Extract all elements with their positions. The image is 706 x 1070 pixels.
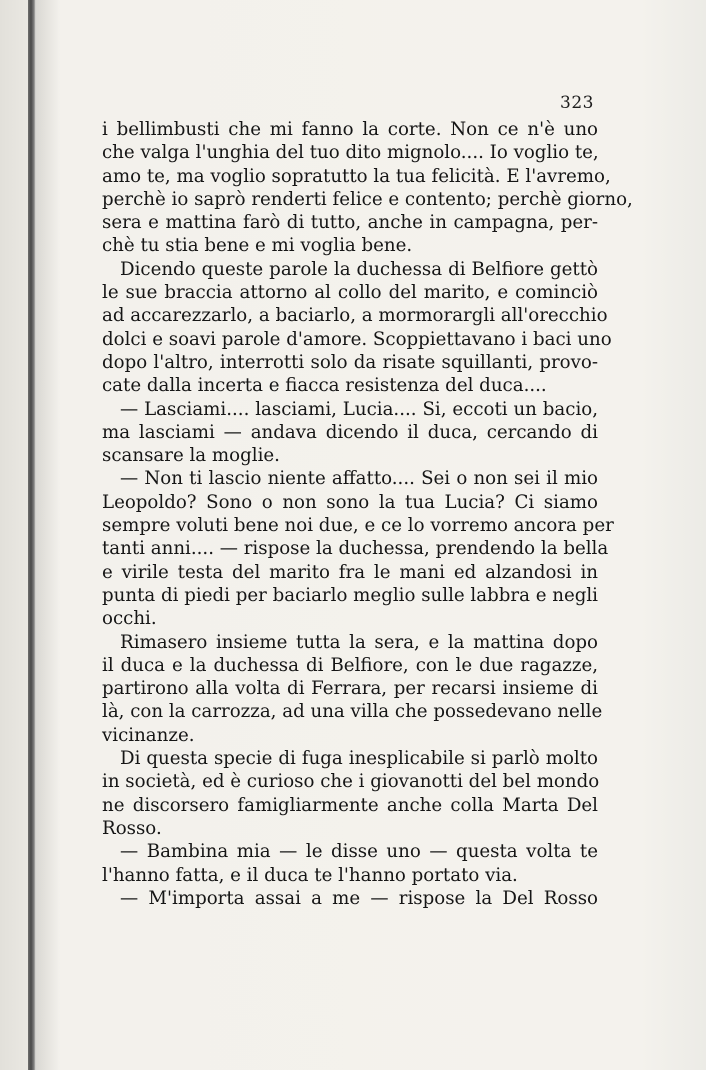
text-line: sempre voluti bene noi due, e ce lo vorremo ancora per	[102, 515, 614, 537]
text-line: perchè io saprò renderti felice e contento; perchè giorno,	[102, 188, 633, 210]
text-line: Di questa specie di fuga inesplicabile si parlò molto	[120, 748, 598, 770]
text-line: chè tu stia bene e mi voglia bene.	[102, 235, 413, 257]
text-line: dolci e soavi parole d'amore. Scoppiettavano i baci uno	[102, 328, 612, 350]
page-number: 323	[560, 93, 594, 113]
text-line: — M'importa assai a me — rispose la Del Rosso	[120, 887, 598, 909]
text-line: amo te, ma voglio sopratutto la tua felicità. E l'avremo,	[102, 165, 611, 187]
text-line: punta di piedi per baciarlo meglio sulle labbra e negli	[102, 584, 598, 606]
text-line: scansare la moglie.	[102, 445, 280, 467]
text-line: dopo l'altro, interrotti solo da risate squillanti, provo-	[102, 351, 598, 373]
book-binding-edge	[28, 0, 36, 1070]
text-line: partirono alla volta di Ferrara, per recarsi insieme di	[102, 678, 598, 700]
text-line: — Non ti lascio niente affatto.... Sei o non sei il mio	[120, 468, 598, 490]
text-line: Leopoldo? Sono o non sono la tua Lucia? Ci siamo	[102, 491, 598, 513]
binding-shadow	[36, 0, 60, 1070]
body-text	[102, 118, 633, 910]
text-line: tanti anni.... — rispose la duchessa, prendendo la bella	[102, 538, 609, 560]
text-line: cate dalla incerta e fiacca resistenza del duca....	[102, 375, 547, 397]
text-line: sera e mattina farò di tutto, anche in campagna, per-	[102, 212, 598, 234]
text-line: ne discorsero famigliarmente anche colla Marta Del	[102, 794, 598, 816]
text-line: — Bambina mia — le disse uno — questa volta te	[120, 841, 598, 863]
text-line: l'hanno fatta, e il duca te l'hanno portato via.	[102, 864, 518, 886]
text-line: vicinanze.	[102, 724, 195, 746]
text-line: Rimasero insieme tutta la sera, e la mattina dopo	[120, 631, 598, 653]
text-line: il duca e la duchessa di Belfiore, con le due ragazze,	[102, 654, 598, 676]
text-line: in società, ed è curioso che i giovanotti del bel mondo	[102, 771, 600, 793]
text-line: i bellimbusti che mi fanno la corte. Non ce n'è uno	[102, 119, 598, 140]
text-line: — Lasciami.... lasciami, Lucia.... Si, eccoti un bacio,	[120, 398, 598, 420]
text-line: ma lasciami — andava dicendo il duca, cercando di	[102, 421, 598, 443]
text-line: ad accarezzarlo, a baciarlo, a mormorargli all'orecchio	[102, 305, 608, 327]
text-line: che valga l'unghia del tuo dito mignolo.... Io voglio te,	[102, 142, 599, 164]
text-line: Dicendo queste parole la duchessa di Belfiore gettò	[120, 258, 598, 280]
text-line: Rosso.	[102, 817, 162, 839]
text-line: occhi.	[102, 608, 157, 630]
text-line: là, con la carrozza, ad una villa che possedevano nelle	[102, 701, 603, 723]
text-line: e virile testa del marito fra le mani ed alzandosi in	[102, 561, 598, 583]
text-line: le sue braccia attorno al collo del marito, e cominciò	[102, 282, 598, 304]
